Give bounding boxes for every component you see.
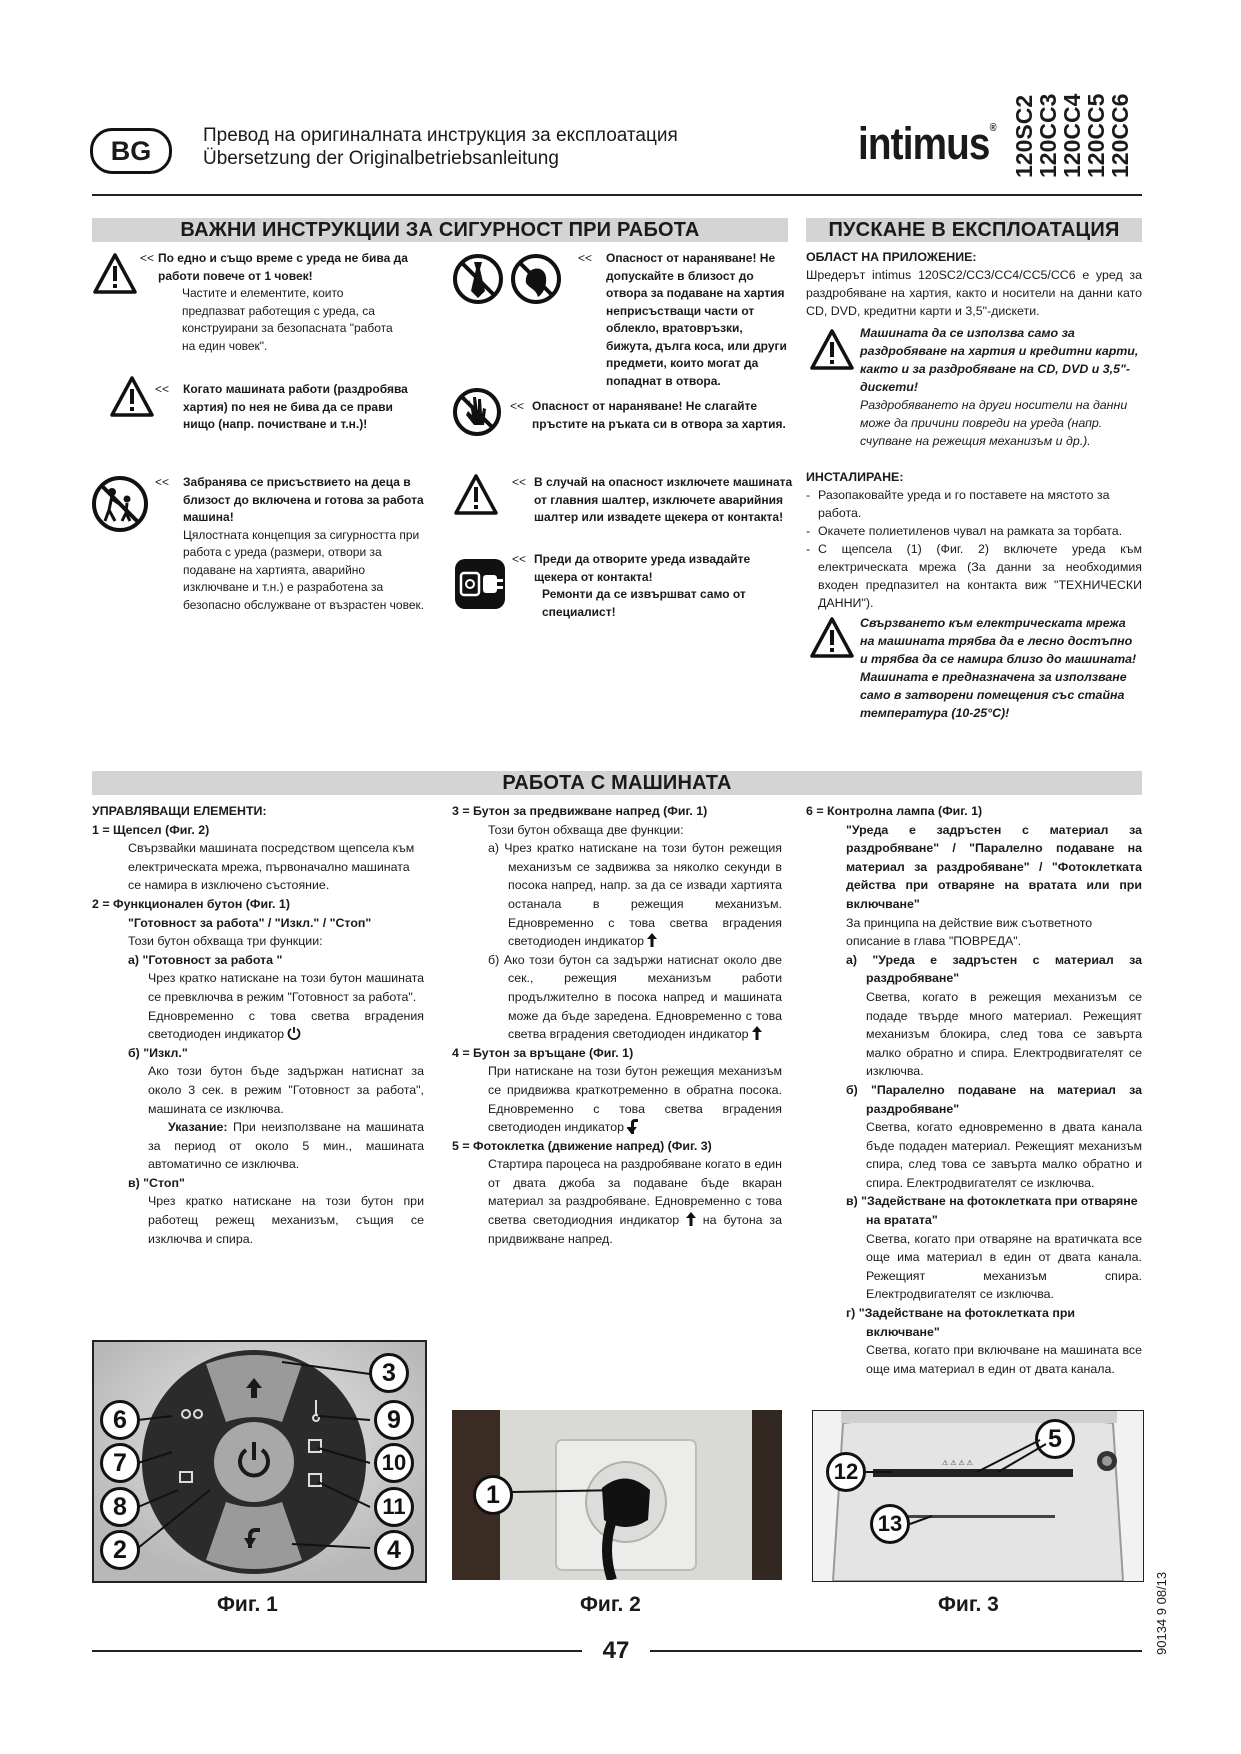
- brand-logo: [858, 118, 996, 170]
- document-number: 90134 9 08/13: [1154, 1571, 1169, 1655]
- no-tie-icon: [452, 253, 504, 305]
- item-4-heading: 4 = Бутон за връщане (Фиг. 1): [452, 1045, 634, 1060]
- scope-note: Раздробяването на други носители на данни може да причини повреди на уреда (напр. счупване на режещия механизъм и др.).: [860, 398, 1128, 448]
- warning-unplug-body: Ремонти да се извършват само от специалист!: [542, 587, 746, 619]
- figure-1-caption: Фиг. 1: [217, 1593, 278, 1616]
- item-2-text: Този бутон обхваща три функции:: [128, 934, 323, 949]
- install-item: - Окачете полиетиленов чувал на рамката за торбата.: [806, 524, 1123, 538]
- warning-one-person: << По едно и също време с уреда не бива да работи повече от 1 човек! Частите и елементите, които предпазват работещия с уреда, са конструирани за безопасната "работа на един човек".: [140, 250, 408, 355]
- startup-column: [806, 248, 1142, 722]
- warning-emergency-off: << В случай на опасност изключете машината от главния шалтер, изключете аварийния шалтер или извадете щекера от контакта!: [512, 474, 794, 527]
- item-3-heading: 3 = Бутон за предвижване напред (Фиг. 1): [452, 804, 708, 818]
- reverse-arrow-icon: [627, 1118, 639, 1134]
- callout-13: 13: [870, 1504, 910, 1544]
- item-6c-text: Светва, когато при отваряне на вратичката все още има материал в един от двата канала. Режещият механизъм спира. Електродвигателят се изключва.: [866, 1231, 1142, 1302]
- warning-one-person-head: По едно и също време с уреда не бива да работи повече от 1 човек!: [158, 251, 408, 283]
- warning-no-fingers: << Опасност от нараняване! Не слагайте пръстите на ръката си в отвора за хартия.: [510, 398, 792, 433]
- forward-arrow-icon: [647, 933, 657, 947]
- footer-rule-right: [650, 1650, 1142, 1652]
- warning-one-person-body: Частите и елементите, които предпазват работещия с уреда, са конструирани за безопасната "работа на един човек".: [182, 286, 393, 353]
- warning-triangle-icon: [810, 328, 854, 372]
- model-list: [1012, 78, 1132, 178]
- warning-no-children-body: Цялостната концепция за сигурността при работа с уреда (размери, отвори за подаване на хартията, аварийно изключване и т.н.) е разработена за безопасно обслужване от възрастен човек.: [183, 527, 425, 612]
- model-item: 120CC3: [1035, 93, 1061, 178]
- callout-10: 10: [374, 1443, 414, 1483]
- install-heading: ИНСТАЛИРАНЕ:: [806, 470, 904, 484]
- item-2b-note-label: Указание:: [168, 1120, 228, 1135]
- language-code: BG: [110, 136, 152, 166]
- item-2b-text: Ако този бутон бъде задържан натиснат за около 3 сек. в режим "Готовност за работа", машината се изключва.: [148, 1064, 424, 1116]
- item-5-text: Стартира пароцеса на раздробяване когато в един от двата джоба за подаване бъде вкаран материал за раздробяване. Едновременно с това светва светодиодния индикатор: [488, 1157, 782, 1228]
- warning-no-children: << Забранява се присъствието на деца в близост до включена и готова за работа машина! Цялостната концепция за сигурността при работа с уреда (размери, отвори за подаване на хартията, аварийно изключване и т.н.) е разработена за безопасно обслужване от възрастен човек.: [155, 474, 425, 614]
- model-item: 120CC4: [1059, 93, 1085, 178]
- item-6d-heading: г) "Задействане на фотоклетката при включване": [846, 1306, 1076, 1339]
- warning-loose-items: << Опасност от нараняване! Не допускайте в близост до отвора за подаване на хартия неприсъстващи части от облекло, вратовръзки, бижута, дълга коса, или други предмети, които могат да попаднат в отвора.: [578, 250, 788, 390]
- item-3b-text: б) Ако този бутон са задържи натиснат около две сек., режещия механизъм работи продължително в посока напред и машината може да бъде заредена. Едновременно с това светва вградения светодиоден индикатор: [488, 952, 782, 1042]
- warning-no-children-head: Забранява се присъствието на деца в близост до включена и готова за работа машина!: [183, 475, 424, 524]
- callout-9: 9: [374, 1400, 414, 1440]
- scope-text: Шредерът intimus 120SC2/CC3/CC4/CC5/CC6 е уред за раздробяване на хартия, както и носители на данни като CD, DVD, кредитни карти и 3,5"-дискети.: [806, 268, 1142, 318]
- callout-leader-line: [452, 1410, 782, 1580]
- forward-arrow-icon: [752, 1026, 762, 1040]
- no-children-icon: [91, 475, 149, 533]
- figure-2-caption: Фиг. 2: [580, 1593, 641, 1616]
- no-hand-icon: [452, 387, 502, 437]
- warning-unplug: << Преди да отворите уреда извадайте щекера от контакта! Ремонти да се извършват само от специалист!: [512, 551, 794, 621]
- callout-6: 6: [100, 1400, 140, 1440]
- install-item: - Разопаковайте уреда и го поставете на мястото за работа.: [806, 488, 1110, 520]
- power-icon: [287, 1026, 301, 1040]
- warning-triangle-icon: [454, 473, 498, 517]
- install-warning: Свързването към електрическата мрежа на машината трябва да е лесно достъпно и трябва да се намира близо до машината! Машината е предназначена за използване само в затворени помещения със стайна температура (10-25°C)!: [860, 616, 1137, 720]
- warning-no-fingers-text: Опасност от нараняване! Не слагайте пръстите на ръката си в отвора за хартия.: [532, 399, 786, 431]
- scope-warning: Машината да се използва само за раздробяване на хартия и кредитни карти, както и за раздробяване на CD, DVD и 3,5"-дискети!: [860, 326, 1139, 394]
- unplug-icon: [453, 557, 507, 611]
- item-6-subheading: "Уреда е задръстен с материал за раздробяване" / "Паралелно подаване на материал за раздробяване" / "Фотоклетката действа при отваряне на вратата или при включване": [846, 822, 1142, 911]
- operation-column-1: [92, 802, 424, 1248]
- item-3a-text: а) Чрез кратко натискане на този бутон режещия механизъм се задвижва за няколко секунди в посока напред, напр. за да се извади хартията останала в режещия механизъм. Едновременно с това светва вградения светодиоден индикатор: [488, 841, 782, 949]
- item-6-heading: 6 = Контролна лампа (Фиг. 1): [806, 804, 983, 818]
- item-6d-text: Светва, когато при включване на машината все още има материал в един от двата канала.: [866, 1343, 1142, 1376]
- callout-8: 8: [100, 1487, 140, 1527]
- header-rule: [92, 194, 1142, 196]
- callout-1: 1: [473, 1475, 513, 1515]
- item-6a-text: Светва, когато в режещия механизъм се подаде твърде много материал. Режещият механизъм блокира, след това се завърта малко обратно и спира. Електродвигателят се изключва.: [866, 989, 1142, 1079]
- item-1-text: Свързвайки машината посредством щепсела към електрическата мрежа, първоначално машината се намира в изключено състояние.: [128, 841, 415, 893]
- startup-section-title: ПУСКАНЕ В ЕКСПЛОАТАЦИЯ: [806, 218, 1142, 242]
- item-6c-heading: в) "Задействане на фотоклетката при отваряне на вратата": [846, 1194, 1138, 1228]
- footer-rule-left: [92, 1650, 582, 1652]
- item-2b-note: При неизползване на машината за период от около 5 мин., машината автоматично се изключва.: [148, 1120, 424, 1172]
- operation-column-2: [452, 802, 782, 1248]
- item-2c-heading: в) "Стоп": [128, 1175, 185, 1190]
- warning-triangle-icon: [110, 375, 154, 419]
- page-number: 47: [602, 1637, 630, 1664]
- item-2-subheading: "Готовност за работа" / "Изкл." / "Стоп": [128, 915, 372, 930]
- forward-arrow-icon: [686, 1212, 696, 1226]
- item-2b-heading: б) "Изкл.": [128, 1045, 188, 1060]
- item-6-text: За принципа на действие виж съответното описание в глава "ПОВРЕДА".: [846, 915, 1093, 949]
- item-3-text: Този бутон обхваща две функции:: [488, 822, 684, 837]
- title-de: Übersetzung der Originalbetriebsanleitung: [203, 148, 559, 169]
- warning-loose-items-text: Опасност от нараняване! Не допускайте в близост до отвора за подаване на хартия неприсъстващи части от облекло, вратовръзки, бижута, дълга коса, или други предмети, които могат да попаднат в отвора.: [606, 251, 787, 388]
- callout-leader-lines: [92, 1340, 423, 1579]
- item-2a-heading: а) "Готовност за работа ": [128, 952, 283, 967]
- item-6b-text: Светва, когато едновременно в двата канала бъде подаден материал. Режещият механизъм спира, след това се завърта малко обратно и спира. Електродвигателят се изключва.: [866, 1120, 1142, 1190]
- item-6a-heading: а) "Уреда е задръстен с материал за раздробяване": [846, 952, 1142, 986]
- language-badge: [90, 128, 172, 174]
- operation-column-3: [806, 802, 1142, 1378]
- warning-unplug-head: Преди да отворите уреда извадайте щекера от контакта!: [534, 552, 751, 584]
- warning-triangle-icon: [810, 616, 854, 660]
- callout-5: 5: [1035, 1419, 1075, 1459]
- title-bg: Превод на оригиналната инструкция за експлоатация: [203, 125, 678, 146]
- model-item: 120CC6: [1107, 93, 1133, 178]
- item-2a-text2: Едновременно с това светва вградения светодиоден индикатор: [148, 1008, 424, 1042]
- item-2a-text: Чрез кратко натискане на този бутон машината се превключва в режим "Готовност за работа".: [148, 971, 424, 1004]
- callout-leader-lines: [812, 1410, 1142, 1580]
- safety-section-title: ВАЖНИ ИНСТРУКЦИИ ЗА СИГУРНОСТ ПРИ РАБОТА: [92, 218, 788, 242]
- controls-heading: УПРАВЛЯВАЩИ ЕЛЕМЕНТИ:: [92, 804, 267, 818]
- brand-name: intimus: [858, 118, 990, 169]
- callout-2: 2: [100, 1530, 140, 1570]
- callout-11: 11: [374, 1487, 414, 1527]
- model-item: 120CC5: [1083, 93, 1109, 178]
- callout-3: 3: [369, 1353, 409, 1393]
- item-6b-heading: б) "Паралелно подаване на материал за раздробяване": [846, 1082, 1142, 1116]
- install-item: - С щепсела (1) (Фиг. 2) включете уреда към електрическата мрежа (За данни за необходимия входен предпазител на контакта виж "ТЕХНИЧЕСКИ ДАННИ").: [806, 542, 1142, 610]
- item-1-heading: 1 = Щепсел (Фиг. 2): [92, 822, 210, 837]
- figure-3-caption: Фиг. 3: [938, 1593, 999, 1616]
- callout-4: 4: [374, 1530, 414, 1570]
- item-5-heading: 5 = Фотоклетка (движение напред) (Фиг. 3): [452, 1138, 712, 1153]
- scope-heading: ОБЛАСТ НА ПРИЛОЖЕНИЕ:: [806, 250, 977, 264]
- warning-emergency-off-text: В случай на опасност изключете машината от главния шалтер, изключете аварийния шалтер или извадете щекера от контакта!: [534, 475, 793, 524]
- operation-section-title: РАБОТА С МАШИНАТА: [92, 771, 1142, 795]
- warning-no-work-running-text: Когато машината работи (раздробява хартия) по нея не бива да се прави нищо (напр. почистване и т.н.)!: [183, 382, 408, 431]
- callout-7: 7: [100, 1443, 140, 1483]
- registered-mark: ®: [989, 122, 996, 134]
- item-4-text: При натискане на този бутон режещия механизъм се придвижва краткотременно в обратна посока. Едновременно с това светва вградения светодиоден индикатор: [488, 1064, 782, 1135]
- warning-no-work-running: << Когато машината работи (раздробява хартия) по нея не бива да се прави нищо (напр. почистване и т.н.)!: [155, 381, 425, 434]
- warning-triangle-icon: [93, 252, 137, 296]
- item-5-text2: на бутона за придвижване напред.: [488, 1213, 782, 1246]
- item-2c-text: Чрез кратко натискане на този бутон при работещ режещ механизъм, същия се изключва и спира.: [148, 1194, 424, 1246]
- item-2-heading: 2 = Функционален бутон (Фиг. 1): [92, 896, 290, 911]
- shredder-warning-symbols: ⚠ ⚠ ⚠ ⚠: [942, 1460, 973, 1467]
- no-long-hair-icon: [510, 253, 562, 305]
- model-item: 120SC2: [1011, 94, 1037, 178]
- callout-12: 12: [826, 1452, 866, 1492]
